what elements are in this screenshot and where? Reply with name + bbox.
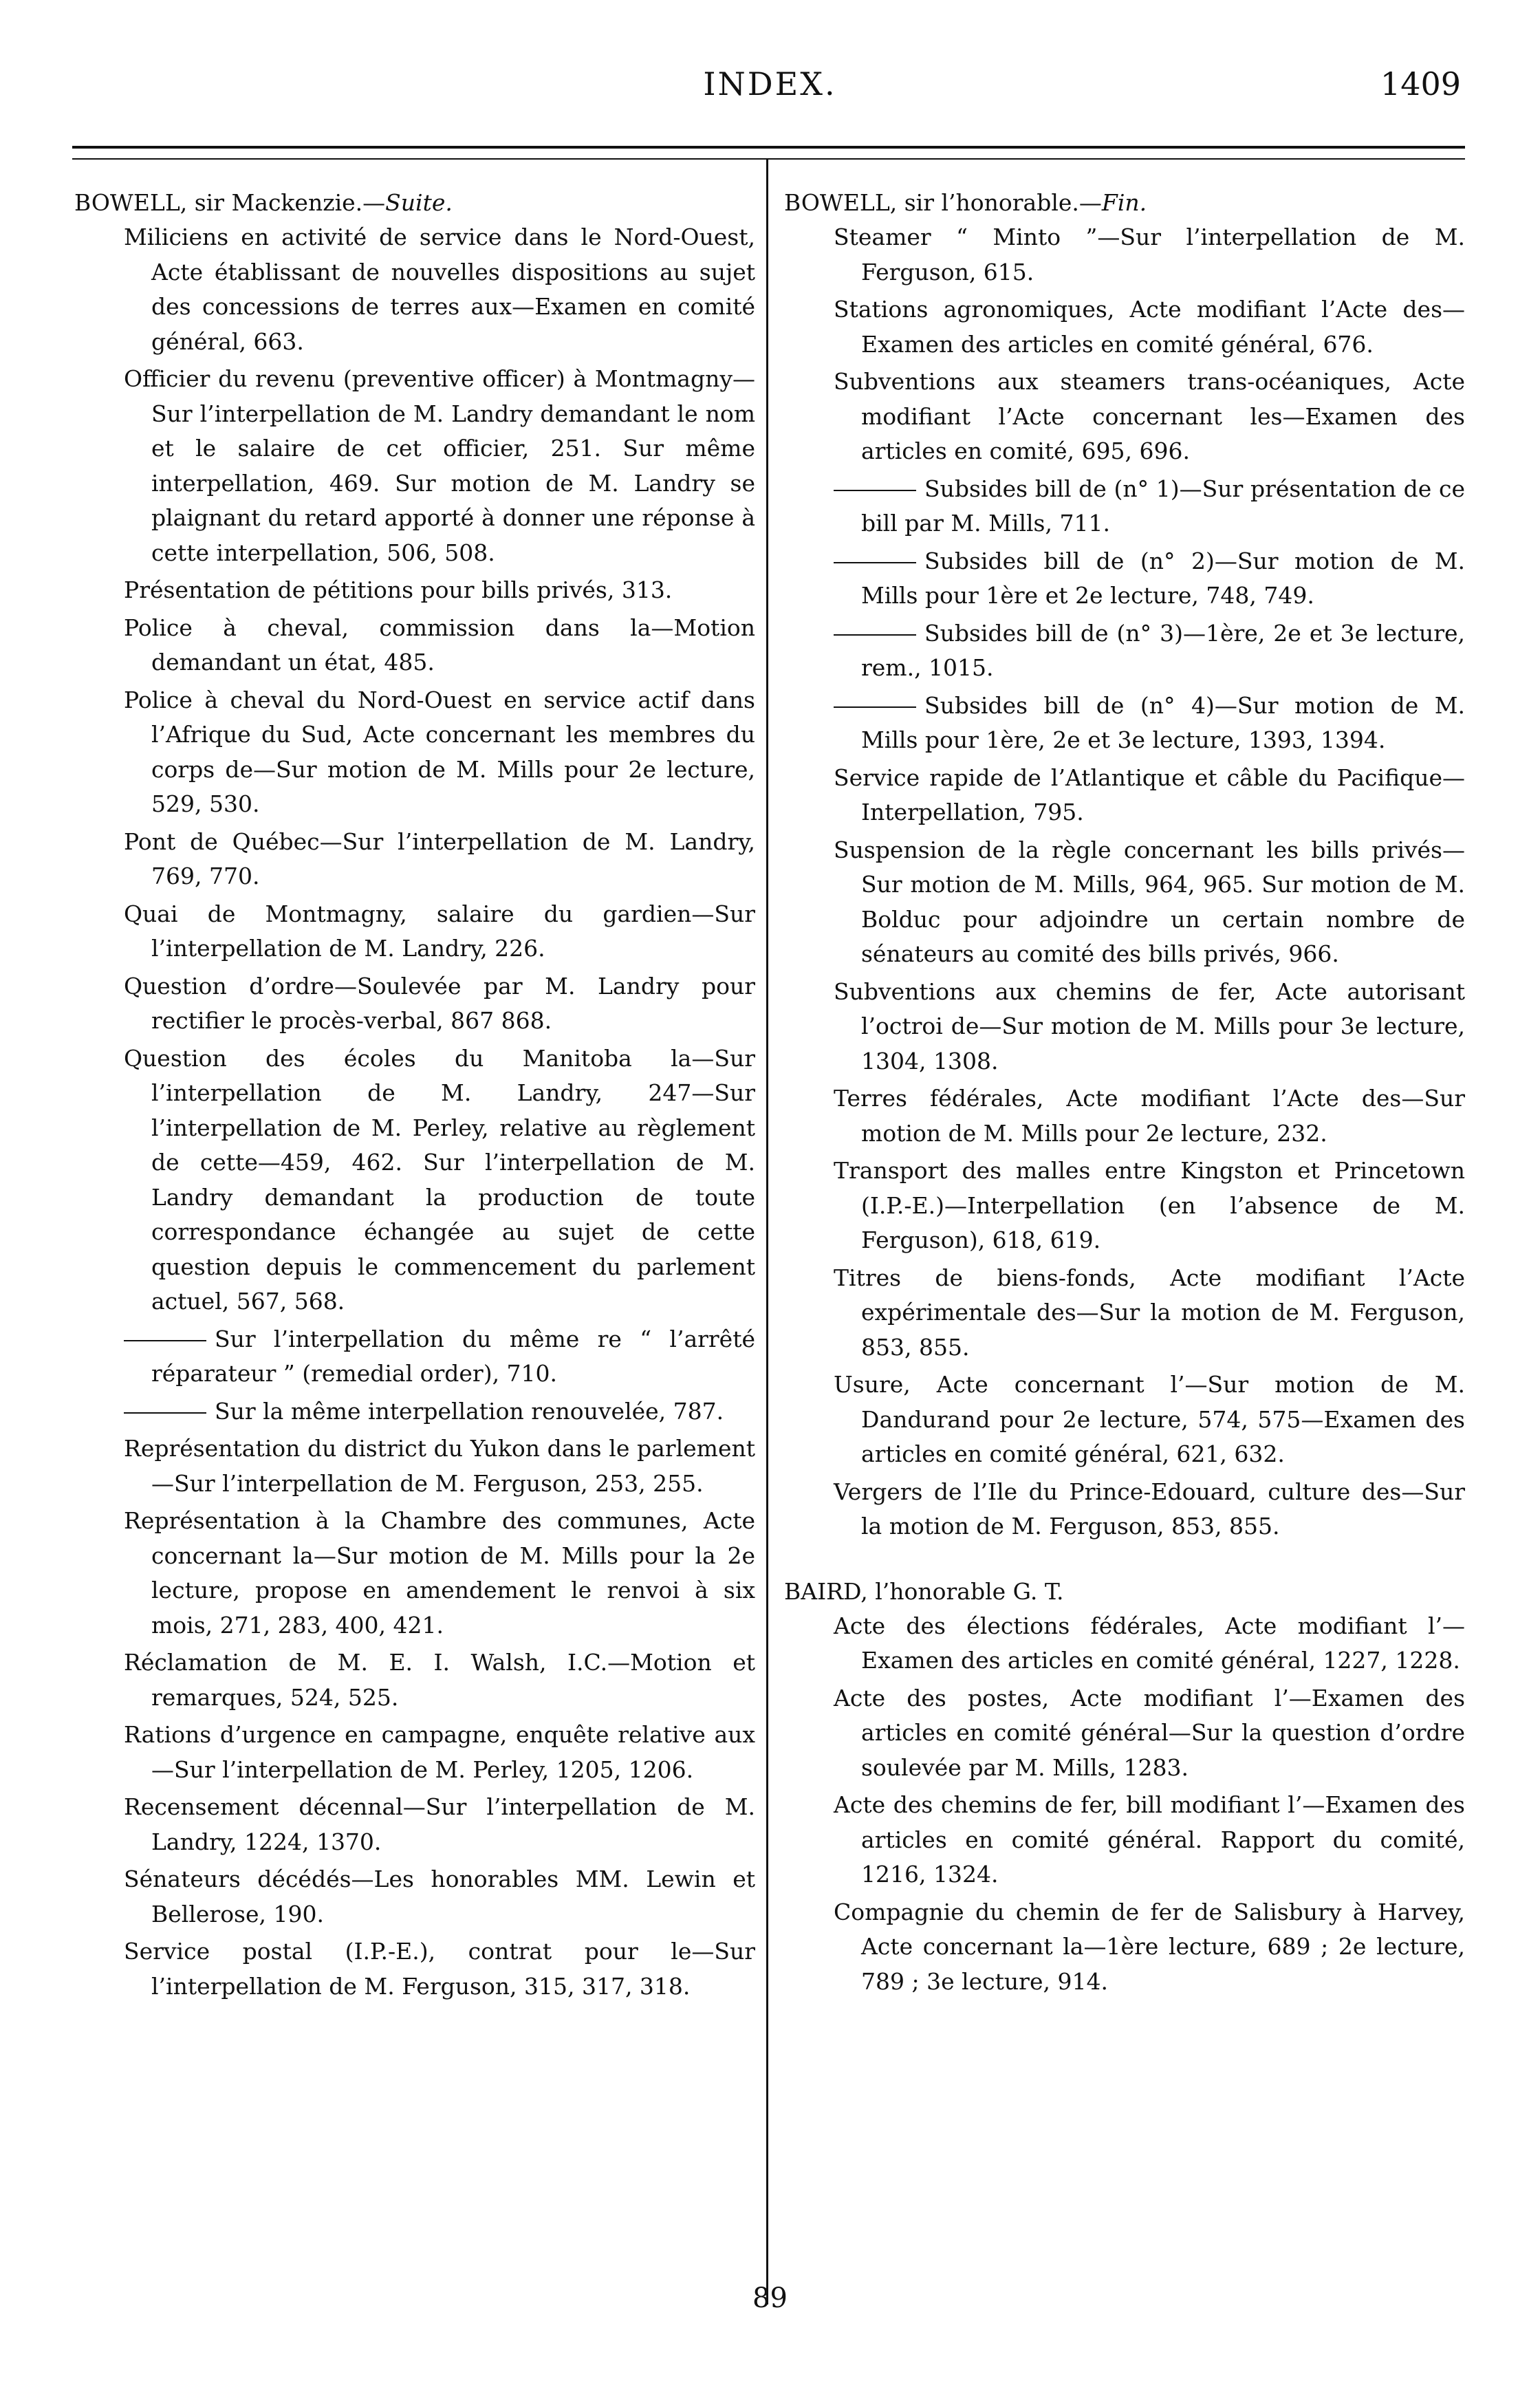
index-entry: Stations agronomiques, Acte modifiant l’Acte des—Examen des articles en comité général, 676. — [834, 296, 1465, 358]
index-subentry — [784, 616, 1465, 686]
header-rule-thin — [72, 158, 1465, 160]
header-rule-thick — [72, 146, 1465, 149]
index-entry: Sénateurs décédés—Les honorables MM. Lewin et Bellerose, 190. — [124, 1866, 755, 1927]
ditto-dash — [834, 490, 916, 491]
right-column — [784, 186, 1465, 2270]
index-entry: Service postal (I.P.-E.), contrat pour le—Sur l’interpellation de M. Ferguson, 315, 317, 318. — [124, 1938, 755, 2000]
ditto-dash — [834, 706, 916, 708]
index-entry: Question des écoles du Manitoba la—Sur l’interpellation de M. Landry, 247—Sur l’interpellation de M. Perley, relative au règlement de cette—459, 462. Sur l’interpellation de M. Landry demandant la production de toute correspondance échangée au sujet de cette question depuis le commencement du parlement actuel, 567, 568. — [124, 1044, 755, 1315]
index-entry: Recensement décennal—Sur l’interpellation de M. Landry, 1224, 1370. — [124, 1793, 755, 1855]
index-entry: Usure, Acte concernant l’—Sur motion de M. Dandurand pour 2e lecture, 574, 575—Examen des articles en comité général, 621, 632. — [834, 1371, 1465, 1467]
page-header — [0, 0, 1540, 144]
index-entry: Acte des postes, Acte modifiant l’—Examen des articles en comité général—Sur la question d’ordre soulevée par M. Mills, 1283. — [834, 1684, 1465, 1781]
section-heading-sub: Suite. — [385, 189, 453, 216]
index-entry: Terres fédérales, Acte modifiant l’Acte des—Sur motion de M. Mills pour 2e lecture, 232. — [834, 1085, 1465, 1147]
index-entry: Steamer “ Minto ”—Sur l’interpellation de M. Ferguson, 615. — [834, 224, 1465, 285]
index-subentry — [784, 689, 1465, 758]
index-entry: Officier du revenu (preventive officer) à Montmagny—Sur l’interpellation de M. Landry demandant le nom et le salaire de cet officier, 251. Sur même interpellation, 469. Sur motion de M. Landry se plaignant du retard apporté à donner une réponse à cette interpellation, 506, 508. — [124, 365, 755, 566]
index-entry: Compagnie du chemin de fer de Salisbury à Harvey, Acte concernant la—1ère lecture, 689 ; 2e lecture, 789 ; 3e lecture, 914. — [834, 1898, 1465, 1995]
index-subentry-text: Subsides bill de (n° 3)—1ère, 2e et 3e lecture, rem., 1015. — [861, 619, 1465, 681]
ditto-dash — [124, 1340, 206, 1341]
section-heading-baird: BAIRD, l’honorable G. T. — [784, 1577, 1064, 1605]
section-heading-bowell-mackenzie — [74, 186, 755, 220]
index-subentry-text: Sur l’interpellation du même re “ l’arrêté réparateur ” (remedial order), 710. — [151, 1325, 755, 1387]
index-subentry-text: Subsides bill de (n° 4)—Sur motion de M. Mills pour 1ère, 2e et 3e lecture, 1393, 1394. — [861, 691, 1465, 753]
column-divider — [766, 158, 768, 2304]
index-entry: Suspension de la règle concernant les bills privés—Sur motion de M. Mills, 964, 965. Sur motion de M. Bolduc pour adjoindre un certain nombre de sénateurs au comité des bills privés, 966. — [834, 836, 1465, 967]
index-subentry — [784, 472, 1465, 541]
index-entry: Quai de Montmagny, salaire du gardien—Sur l’interpellation de M. Landry, 226. — [124, 900, 755, 962]
index-entry: Acte des élections fédérales, Acte modifiant l’—Examen des articles en comité général, 1227, 1228. — [834, 1612, 1465, 1674]
index-entry: Acte des chemins de fer, bill modifiant l’—Examen des articles en comité général. Rapport du comité, 1216, 1324. — [834, 1791, 1465, 1888]
index-subentry — [74, 1394, 755, 1429]
index-entry: Service rapide de l’Atlantique et câble du Pacifique—Interpellation, 795. — [834, 764, 1465, 825]
index-entry: Transport des malles entre Kingston et Princetown (I.P.-E.)—Interpellation (en l’absence de M. Ferguson), 618, 619. — [834, 1157, 1465, 1253]
section-heading-bowell-honorable — [784, 186, 1465, 220]
index-entry: Réclamation de M. E. I. Walsh, I.C.—Motion et remarques, 524, 525. — [124, 1649, 755, 1711]
section-heading-name: BOWELL, sir Mackenzie.— — [74, 189, 386, 216]
ditto-dash — [834, 634, 916, 636]
page-number: 1409 — [1380, 65, 1461, 102]
index-entry: Pont de Québec—Sur l’interpellation de M. Landry, 769, 770. — [124, 828, 755, 889]
left-column — [74, 186, 755, 2270]
index-subentry-text: Subsides bill de (n° 1)—Sur présentation de ce bill par M. Mills, 711. — [861, 475, 1465, 537]
index-subentry — [784, 544, 1465, 614]
index-entry: Représentation du district du Yukon dans le parlement—Sur l’interpellation de M. Ferguson, 253, 255. — [124, 1435, 755, 1497]
ditto-dash — [834, 562, 916, 563]
index-entry: Vergers de l’Ile du Prince-Edouard, culture des—Sur la motion de M. Ferguson, 853, 855. — [834, 1478, 1465, 1540]
index-entry: Question d’ordre—Soulevée par M. Landry pour rectifier le procès-verbal, 867 868. — [124, 972, 755, 1034]
index-subentry — [74, 1322, 755, 1392]
index-subentry-text: Subsides bill de (n° 2)—Sur motion de M. Mills pour 1ère et 2e lecture, 748, 749. — [861, 547, 1465, 609]
index-entry: Titres de biens-fonds, Acte modifiant l’Acte expérimentale des—Sur la motion de M. Ferguson, 853, 855. — [834, 1264, 1465, 1361]
section-heading-name: BOWELL, sir l’honorable.— — [784, 189, 1102, 216]
index-entry: Représentation à la Chambre des communes, Acte concernant la—Sur motion de M. Mills pour la 2e lecture, propose en amendement le renvoi à six mois, 271, 283, 400, 421. — [124, 1507, 755, 1639]
section-heading-sub: Fin. — [1101, 189, 1147, 216]
index-subentry-text: Sur la même interpellation renouvelée, 787. — [215, 1397, 724, 1425]
index-entry: Subventions aux steamers trans-océaniques, Acte modifiant l’Acte concernant les—Examen des articles en comité, 695, 696. — [834, 368, 1465, 464]
index-entry: Rations d’urgence en campagne, enquête relative aux—Sur l’interpellation de M. Perley, 1205, 1206. — [124, 1721, 755, 1783]
signature-mark: 89 — [752, 2282, 788, 2314]
ditto-dash — [124, 1412, 206, 1414]
page-title: INDEX. — [703, 65, 837, 102]
index-entry: Police à cheval du Nord-Ouest en service actif dans l’Afrique du Sud, Acte concernant les membres du corps de—Sur motion de M. Mills pour 2e lecture, 529, 530. — [124, 686, 755, 817]
index-entry: Police à cheval, commission dans la—Motion demandant un état, 485. — [124, 614, 755, 676]
index-entry: Miliciens en activité de service dans le Nord-Ouest, Acte établissant de nouvelles dispositions au sujet des concessions de terres aux—Examen en comité général, 663. — [124, 224, 755, 355]
index-entry: Subventions aux chemins de fer, Acte autorisant l’octroi de—Sur motion de M. Mills pour 3e lecture, 1304, 1308. — [834, 977, 1465, 1074]
index-entry: Présentation de pétitions pour bills privés, 313. — [124, 576, 673, 603]
